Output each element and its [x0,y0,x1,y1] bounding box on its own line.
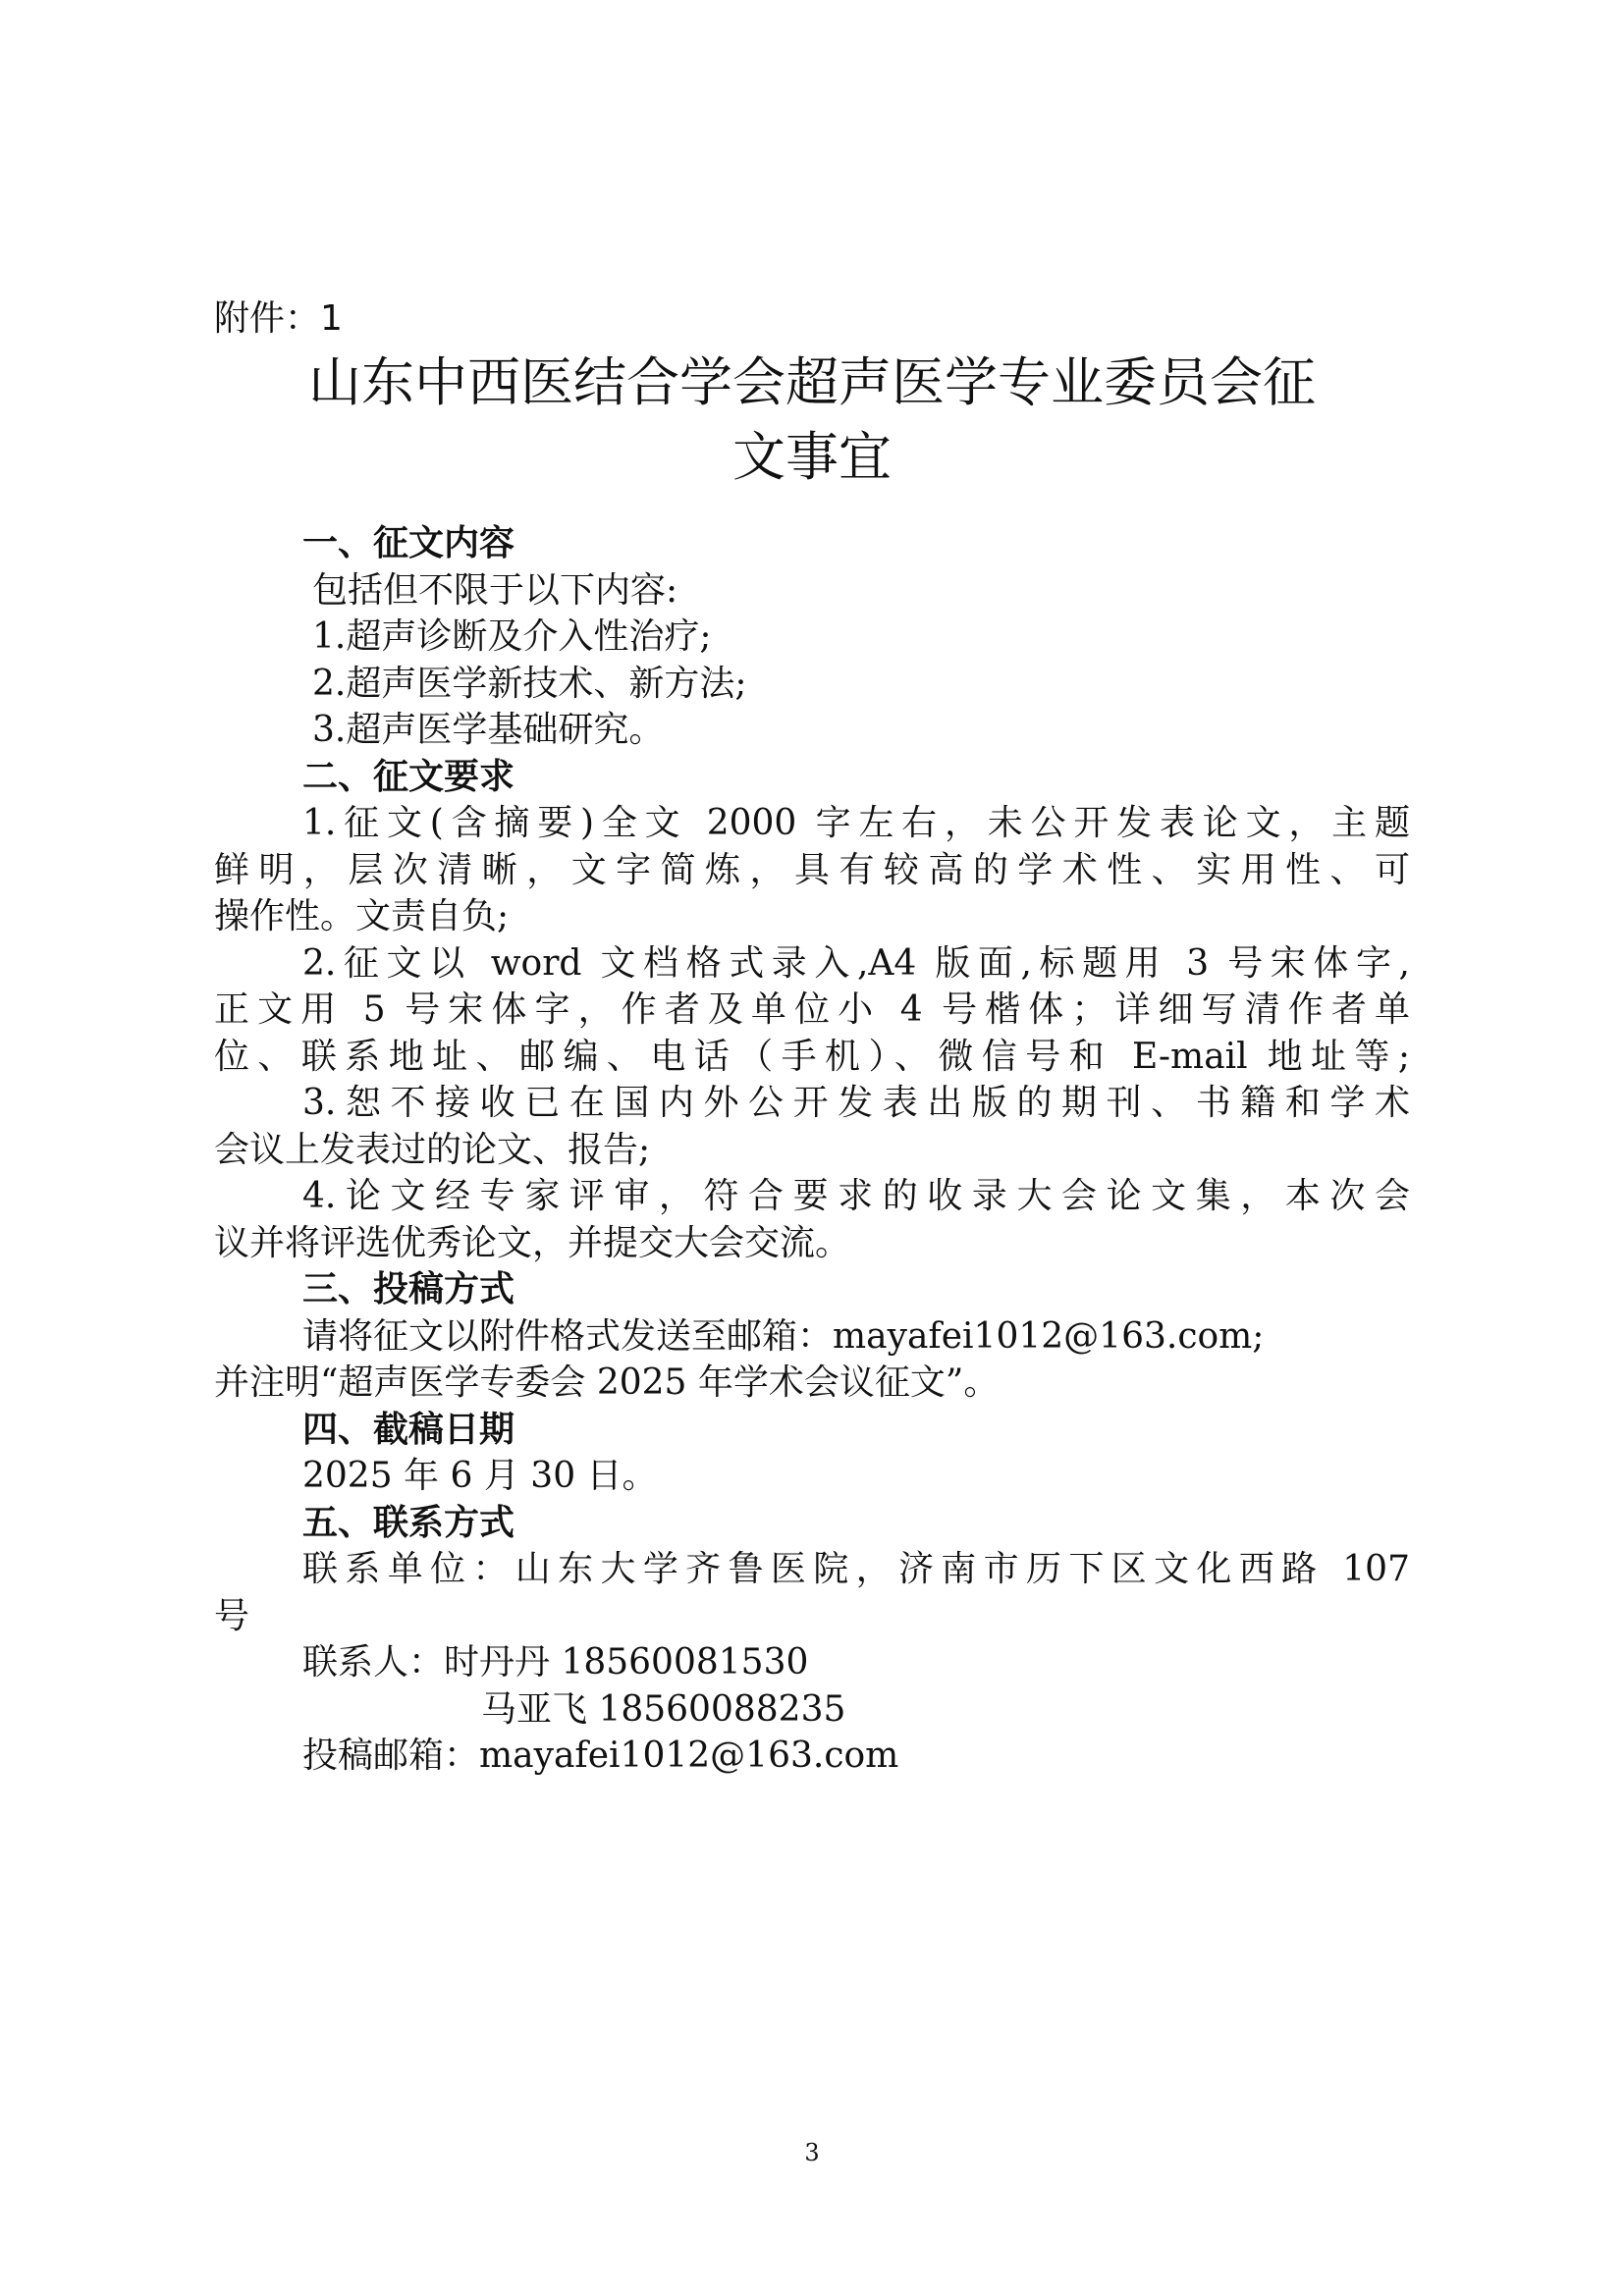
section-heading-requirements: 二、征文要求 [302,756,515,797]
section-2-line: 会议上发表过的论文、报告; [214,1129,651,1170]
contact-person: 联系人：时丹丹 18560081530 [302,1642,809,1682]
deadline-date: 2025 年 6 月 30 日。 [302,1456,658,1496]
section-heading-contact: 五、联系方式 [302,1502,515,1543]
section-2-line: 位、联系地址、邮编、电话（手机）、微信号和 E-mail 地址等; [214,1036,1410,1077]
section-1-item: 1.超声诊断及介入性治疗; [312,616,712,657]
submission-email: 投稿邮箱：mayafei1012@163.com [302,1735,899,1776]
document-body [214,520,1410,1780]
title-line-1: 山东中西医结合学会超声医学专业委员会征 [308,351,1316,413]
contact-unit-line: 号 [214,1595,250,1636]
page-number: 3 [804,2139,820,2166]
section-1-item: 3.超声医学基础研究。 [312,710,665,750]
section-heading-deadline: 四、截稿日期 [302,1409,515,1450]
section-3-line: 并注明“超声医学专委会 2025 年学术会议征文”。 [214,1362,1000,1403]
section-heading-content: 一、征文内容 [302,523,515,563]
section-2-line: 正文用 5 号宋体字，作者及单位小 4 号楷体；详细写清作者单 [214,989,1410,1030]
section-2-line: 3.恕不接收已在国内外公开发表出版的期刊、书籍和学术 [302,1083,1410,1123]
section-2-line: 2.征文以 word 文档格式录入,A4 版面,标题用 3 号宋体字, [302,942,1410,984]
section-2-line: 鲜明，层次清晰，文字简炼，具有较高的学术性、实用性、可 [214,849,1410,890]
document-title [216,346,1408,495]
section-2-line: 操作性。文责自负; [214,896,510,936]
section-2-line: 议并将评选优秀论文，并提交大会交流。 [214,1222,851,1263]
section-1-intro: 包括但不限于以下内容: [312,569,678,611]
contact-unit-line: 联系单位：山东大学齐鲁医院，济南市历下区文化西路 107 [302,1549,1410,1589]
attachment-label: 附件：1 [214,298,343,339]
section-3-line: 请将征文以附件格式发送至邮箱：mayafei1012@163.com; [302,1315,1265,1357]
section-1-item: 2.超声医学新技术、新方法; [312,663,747,704]
contact-person: 马亚飞 18560088235 [481,1688,846,1730]
section-2-line: 1.征文(含摘要)全文 2000 字左右，未公开发表论文，主题 [302,803,1410,843]
section-2-line: 4.论文经专家评审，符合要求的收录大会论文集，本次会 [302,1176,1410,1216]
section-heading-submission: 三、投稿方式 [302,1269,515,1309]
title-line-2: 文事宜 [732,426,892,488]
